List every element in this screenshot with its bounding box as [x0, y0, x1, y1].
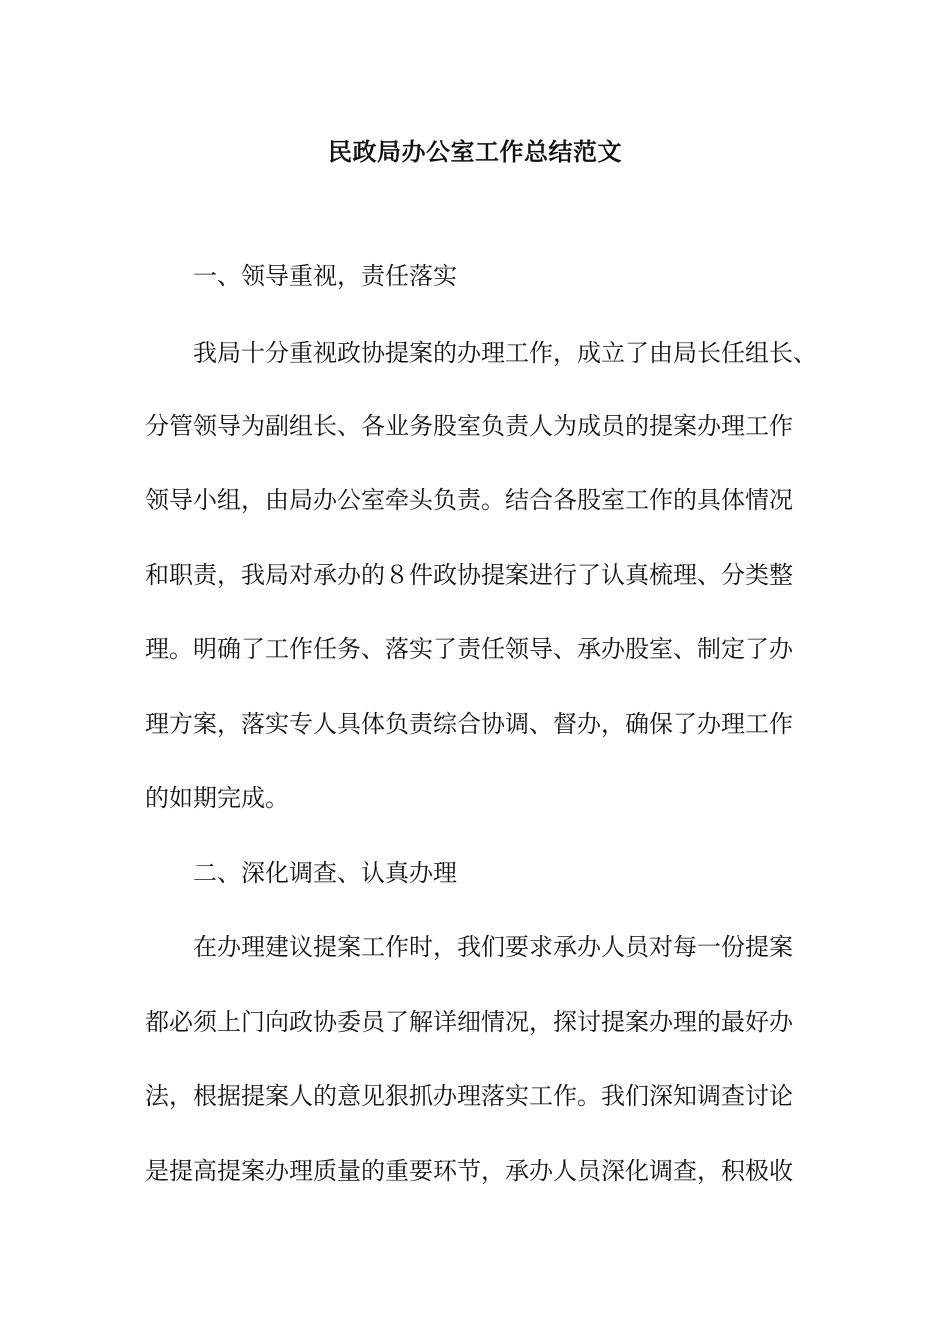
paragraph-line: 是提高提案办理质量的重要环节，承办人员深化调查，积极收	[145, 1157, 793, 1185]
paragraph-line: 理。明确了工作任务、落实了责任领导、承办股室、制定了办	[145, 635, 793, 663]
paragraph-line: 都必须上门向政协委员了解详细情况，探讨提案办理的最好办	[145, 1008, 793, 1036]
section-heading-2: 二、深化调查、认真办理	[193, 859, 457, 887]
section-heading-1: 一、领导重视，责任落实	[193, 262, 457, 290]
paragraph-line: 分管领导为副组长、各业务股室负责人为成员的提案办理工作	[145, 412, 793, 440]
paragraph-line: 理方案，落实专人具体负责综合协调、督办，确保了办理工作	[145, 710, 793, 738]
paragraph-line: 领导小组，由局办公室牵头负责。结合各股室工作的具体情况	[145, 486, 793, 514]
paragraph-line: 在办理建议提案工作时，我们要求承办人员对每一份提案	[193, 933, 793, 961]
paragraph-line: 的如期完成。	[145, 784, 289, 812]
paragraph-line: 法，根据提案人的意见狠抓办理落实工作。我们深知调查讨论	[145, 1082, 793, 1110]
paragraph-line: 和职责，我局对承办的８件政协提案进行了认真梳理、分类整	[145, 561, 793, 589]
paragraph-line: 我局十分重视政协提案的办理工作，成立了由局长任组长、	[193, 339, 817, 367]
document-title: 民政局办公室工作总结范文	[328, 137, 622, 166]
